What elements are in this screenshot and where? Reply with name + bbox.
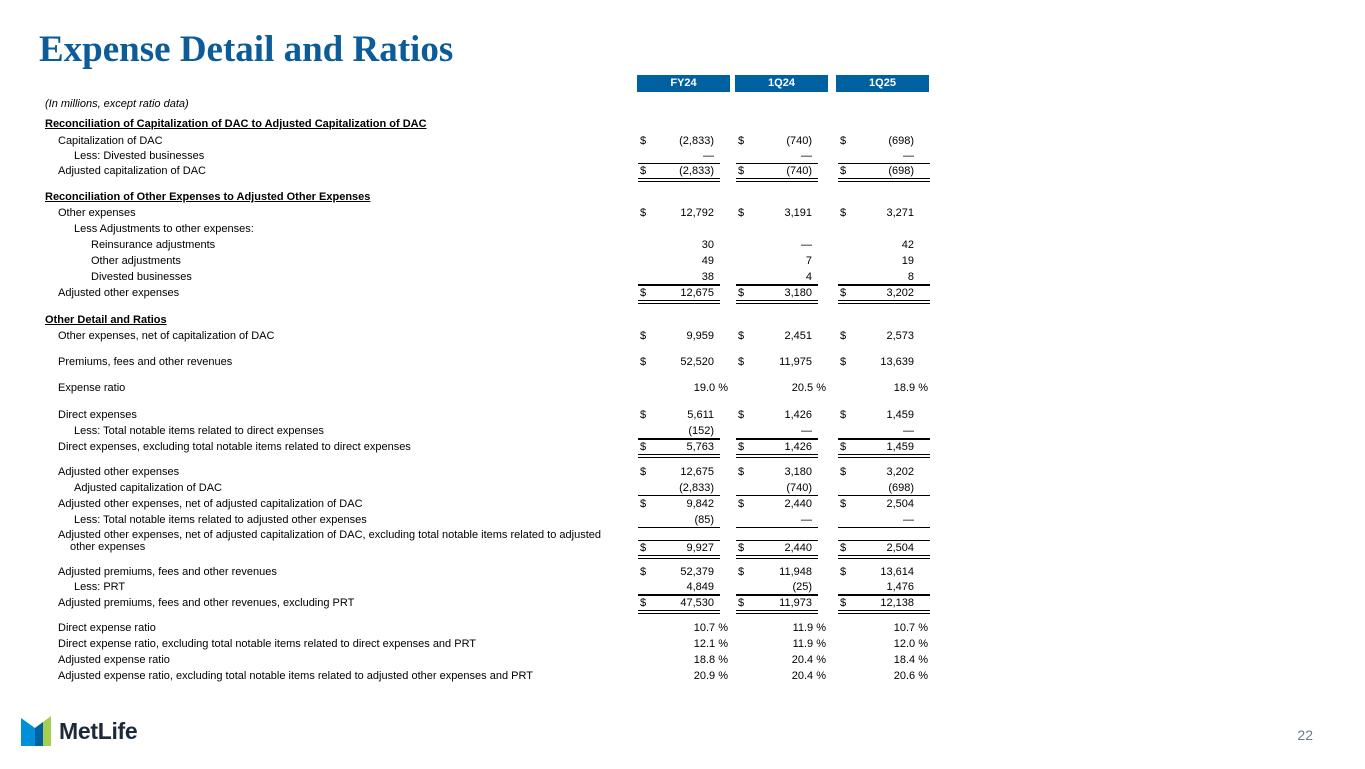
cell-value-fy24: 4,849 [686,581,714,593]
section-heading: Reconciliation of Capitalization of DAC to Adjusted Capitalization of DAC [45,118,427,130]
total-double-rule [736,555,818,559]
cell-value-1q24: 11,973 [779,597,812,609]
dollar-sign: $ [738,441,745,453]
cell-value-1q25: 18.9 % [893,382,928,394]
table-row [0,355,1365,369]
cell-value-1q24: 4 [805,271,812,283]
total-top-rule [736,439,818,440]
dollar-sign: $ [840,287,847,299]
cell-value-fy24: 9,927 [686,542,714,554]
table-row [0,206,1365,220]
table-row [0,653,1365,667]
cell-value-1q24: 1,426 [784,409,812,421]
cell-value-fy24: (2,833) [679,165,714,177]
cell-value-1q25: 42 [901,239,914,251]
cell-value-1q24: 2,451 [784,330,812,342]
section-heading-row [0,313,1365,327]
section-heading: Other Detail and Ratios [45,314,167,326]
dollar-sign: $ [738,566,745,578]
row-label: Less Adjustments to other expenses: [74,223,254,235]
dollar-sign: $ [640,466,647,478]
dollar-sign: $ [640,356,647,368]
dollar-sign: $ [840,165,847,177]
total-double-rule [638,610,720,614]
cell-value-1q24: 11.9 % [792,622,826,634]
metlife-logo-icon [21,716,53,746]
total-top-rule [638,540,720,541]
table-row [0,329,1365,343]
cell-value-fy24: (85) [694,514,714,526]
total-top-rule [736,595,818,596]
cell-value-1q25: 3,202 [886,287,914,299]
total-top-rule [736,163,818,164]
cell-value-1q24: 11,948 [779,566,812,578]
dollar-sign: $ [840,542,847,554]
total-double-rule [736,300,818,304]
dollar-sign: $ [738,207,745,219]
dollar-sign: $ [640,542,647,554]
subtotal-rule [736,495,818,496]
row-label: Divested businesses [91,271,192,283]
table-row [0,465,1365,479]
dollar-sign: $ [840,409,847,421]
cell-value-fy24: (152) [688,425,714,437]
cell-value-1q24: 11.9 % [792,638,826,650]
cell-value-fy24: 18.8 % [693,654,728,666]
column-header-1q24: 1Q24 [735,75,828,92]
table-row [0,270,1365,284]
table-row [0,408,1365,422]
table-row [0,164,1365,178]
cell-value-1q25: 3,271 [886,207,914,219]
dollar-sign: $ [640,135,647,147]
cell-value-fy24: — [703,150,714,162]
cell-value-fy24: 5,763 [686,441,714,453]
cell-value-1q25: 12.0 % [893,638,928,650]
total-top-rule [638,595,720,596]
cell-value-fy24: 5,611 [687,409,714,421]
row-label: Adjusted premiums, fees and other revenues [58,566,277,578]
row-label: Adjusted expense ratio [58,654,170,666]
cell-value-1q24: 20.4 % [791,670,826,682]
cell-value-1q24: 7 [805,255,812,267]
dollar-sign: $ [840,498,847,510]
row-label: Other adjustments [91,255,181,267]
table-row [0,149,1365,163]
dollar-sign: $ [840,135,847,147]
row-label: Other expenses [58,207,136,219]
cell-value-1q25: 10.7 % [893,622,928,634]
table-row [0,596,1365,610]
dollar-sign: $ [738,409,745,421]
table-row [0,637,1365,651]
cell-value-1q24: — [801,150,812,162]
cell-value-fy24: 20.9 % [693,670,728,682]
dollar-sign: $ [738,135,745,147]
table-row [0,424,1365,438]
cell-value-fy24: 12,675 [680,466,714,478]
cell-value-1q25: 13,639 [880,356,914,368]
cell-value-1q24: (740) [786,165,812,177]
dollar-sign: $ [640,597,647,609]
row-label: Premiums, fees and other revenues [58,356,233,368]
row-label-continued: other expenses [70,541,146,553]
units-note: (In millions, except ratio data) [45,98,189,110]
cell-value-1q25: 20.6 % [893,670,928,682]
cell-value-1q24: — [801,425,812,437]
row-label: Direct expense ratio, excluding total notable items related to direct expenses and PRT [58,638,477,650]
dollar-sign: $ [840,207,847,219]
cell-value-1q24: 20.5 % [791,382,826,394]
cell-value-fy24: 30 [701,239,714,251]
cell-value-1q25: 18.4 % [893,654,928,666]
table-row [0,669,1365,683]
row-label: Adjusted capitalization of DAC [58,165,206,177]
column-header-fy24: FY24 [637,75,730,92]
dollar-sign: $ [840,330,847,342]
section-heading-row [0,190,1365,204]
cell-value-fy24: 49 [701,255,714,267]
table-row [0,440,1365,454]
cell-value-1q25: 3,202 [886,466,914,478]
dollar-sign: $ [640,287,647,299]
row-label: Capitalization of DAC [58,135,163,147]
table-row [0,529,1365,554]
cell-value-fy24: 47,530 [680,597,714,609]
table-row [0,238,1365,252]
dollar-sign: $ [640,566,647,578]
cell-value-1q24: 20.4 % [791,654,826,666]
row-label: Adjusted capitalization of DAC [74,482,222,494]
cell-value-1q25: 1,459 [886,441,914,453]
cell-value-1q24: (25) [792,581,812,593]
table-row [0,513,1365,527]
cell-value-1q25: (698) [888,135,914,147]
subtotal-rule [638,527,720,528]
cell-value-fy24: 19.0 % [693,382,728,394]
row-label: Less: PRT [74,581,126,593]
row-label: Less: Total notable items related to adjusted other expenses [74,514,367,526]
total-top-rule [736,540,818,541]
total-top-rule [638,285,720,286]
total-top-rule [838,163,930,164]
table-row [0,481,1365,495]
table-row [0,497,1365,511]
subtotal-rule [838,527,930,528]
row-label: Direct expenses, excluding total notable items related to direct expenses [58,441,411,453]
row-label: Other expenses, net of capitalization of DAC [58,330,275,342]
row-label: Expense ratio [58,382,126,394]
cell-value-fy24: 9,842 [686,498,714,510]
row-label: Adjusted other expenses, net of adjusted capitalization of DAC [58,498,363,510]
cell-value-1q24: 11,975 [779,356,812,368]
cell-value-fy24: (2,833) [679,482,714,494]
page-title: Expense Detail and Ratios [39,29,454,70]
total-top-rule [638,439,720,440]
cell-value-1q25: 12,138 [880,597,914,609]
row-label: Adjusted expense ratio, excluding total notable items related to adjusted other expenses and PRT [58,670,533,682]
row-label: Adjusted other expenses [58,287,180,299]
table-row [0,621,1365,635]
cell-value-fy24: 12.1 % [693,638,728,650]
cell-value-1q25: 1,459 [886,409,914,421]
cell-value-1q25: 13,614 [880,566,914,578]
total-double-rule [736,610,818,614]
cell-value-1q25: 2,504 [886,542,914,554]
subtotal-rule [838,495,930,496]
cell-value-1q25: (698) [888,482,914,494]
total-double-rule [838,610,930,614]
cell-value-1q24: 2,440 [784,498,812,510]
table-row [0,580,1365,594]
total-top-rule [638,163,720,164]
row-label: Direct expense ratio [58,622,156,634]
total-top-rule [838,540,930,541]
table-row [0,565,1365,579]
dollar-sign: $ [738,597,745,609]
page-number: 22 [1297,727,1313,743]
dollar-sign: $ [840,466,847,478]
dollar-sign: $ [840,566,847,578]
total-double-rule [736,454,818,458]
dollar-sign: $ [640,165,647,177]
row-label: Adjusted premiums, fees and other revenues, excluding PRT [58,597,355,609]
cell-value-1q25: 8 [907,271,914,283]
section-heading-row [0,117,1365,131]
row-label: Reinsurance adjustments [91,239,216,251]
dollar-sign: $ [738,287,745,299]
total-double-rule [638,178,720,182]
dollar-sign: $ [840,597,847,609]
subtotal-rule [736,527,818,528]
cell-value-1q25: — [903,514,914,526]
dollar-sign: $ [738,498,745,510]
dollar-sign: $ [840,356,847,368]
total-top-rule [736,285,818,286]
cell-value-1q24: 2,440 [784,542,812,554]
cell-value-fy24: 12,792 [680,207,714,219]
dollar-sign: $ [640,498,647,510]
dollar-sign: $ [738,466,745,478]
dollar-sign: $ [640,441,647,453]
dollar-sign: $ [738,165,745,177]
row-label: Less: Divested businesses [74,150,205,162]
table-row [0,254,1365,268]
dollar-sign: $ [738,330,745,342]
cell-value-1q25: 19 [901,255,914,267]
total-double-rule [838,300,930,304]
cell-value-1q24: (740) [786,135,812,147]
cell-value-fy24: 52,379 [680,566,714,578]
total-top-rule [838,285,930,286]
cell-value-fy24: 12,675 [680,287,714,299]
metlife-logo-text: MetLife [59,718,138,744]
cell-value-1q25: 1,476 [886,581,914,593]
table-row [0,286,1365,300]
total-double-rule [638,454,720,458]
cell-value-fy24: 52,520 [680,356,714,368]
dollar-sign: $ [738,356,745,368]
cell-value-fy24: (2,833) [679,135,714,147]
total-double-rule [838,555,930,559]
dollar-sign: $ [640,330,647,342]
cell-value-1q25: — [903,150,914,162]
cell-value-1q25: (698) [888,165,914,177]
total-double-rule [838,178,930,182]
dollar-sign: $ [840,441,847,453]
cell-value-1q24: — [801,514,812,526]
cell-value-1q25: — [903,425,914,437]
dollar-sign: $ [738,542,745,554]
cell-value-fy24: 38 [701,271,714,283]
cell-value-1q24: 3,180 [784,287,812,299]
total-top-rule [838,439,930,440]
cell-value-1q25: 2,504 [886,498,914,510]
total-top-rule [838,595,930,596]
cell-value-fy24: 9,959 [686,330,714,342]
table-row [0,381,1365,395]
column-header-1q25: 1Q25 [836,75,929,92]
table-row [0,222,1365,236]
row-label: Adjusted other expenses [58,466,180,478]
cell-value-1q24: 1,426 [784,441,812,453]
cell-value-1q24: (740) [786,482,812,494]
cell-value-1q24: — [801,239,812,251]
section-heading: Reconciliation of Other Expenses to Adjusted Other Expenses [45,191,371,203]
total-double-rule [736,178,818,182]
row-label: Direct expenses [58,409,137,421]
row-label: Adjusted other expenses, net of adjusted capitalization of DAC, excluding total notable items related to adjusted [58,529,602,541]
dollar-sign: $ [640,207,647,219]
total-double-rule [638,555,720,559]
cell-value-fy24: 10.7 % [693,622,728,634]
total-double-rule [638,300,720,304]
cell-value-1q25: 2,573 [886,330,914,342]
dollar-sign: $ [640,409,647,421]
table-row [0,134,1365,148]
row-label: Less: Total notable items related to direct expenses [74,425,324,437]
cell-value-1q24: 3,180 [784,466,812,478]
subtotal-rule [638,495,720,496]
total-double-rule [838,454,930,458]
cell-value-1q24: 3,191 [784,207,812,219]
